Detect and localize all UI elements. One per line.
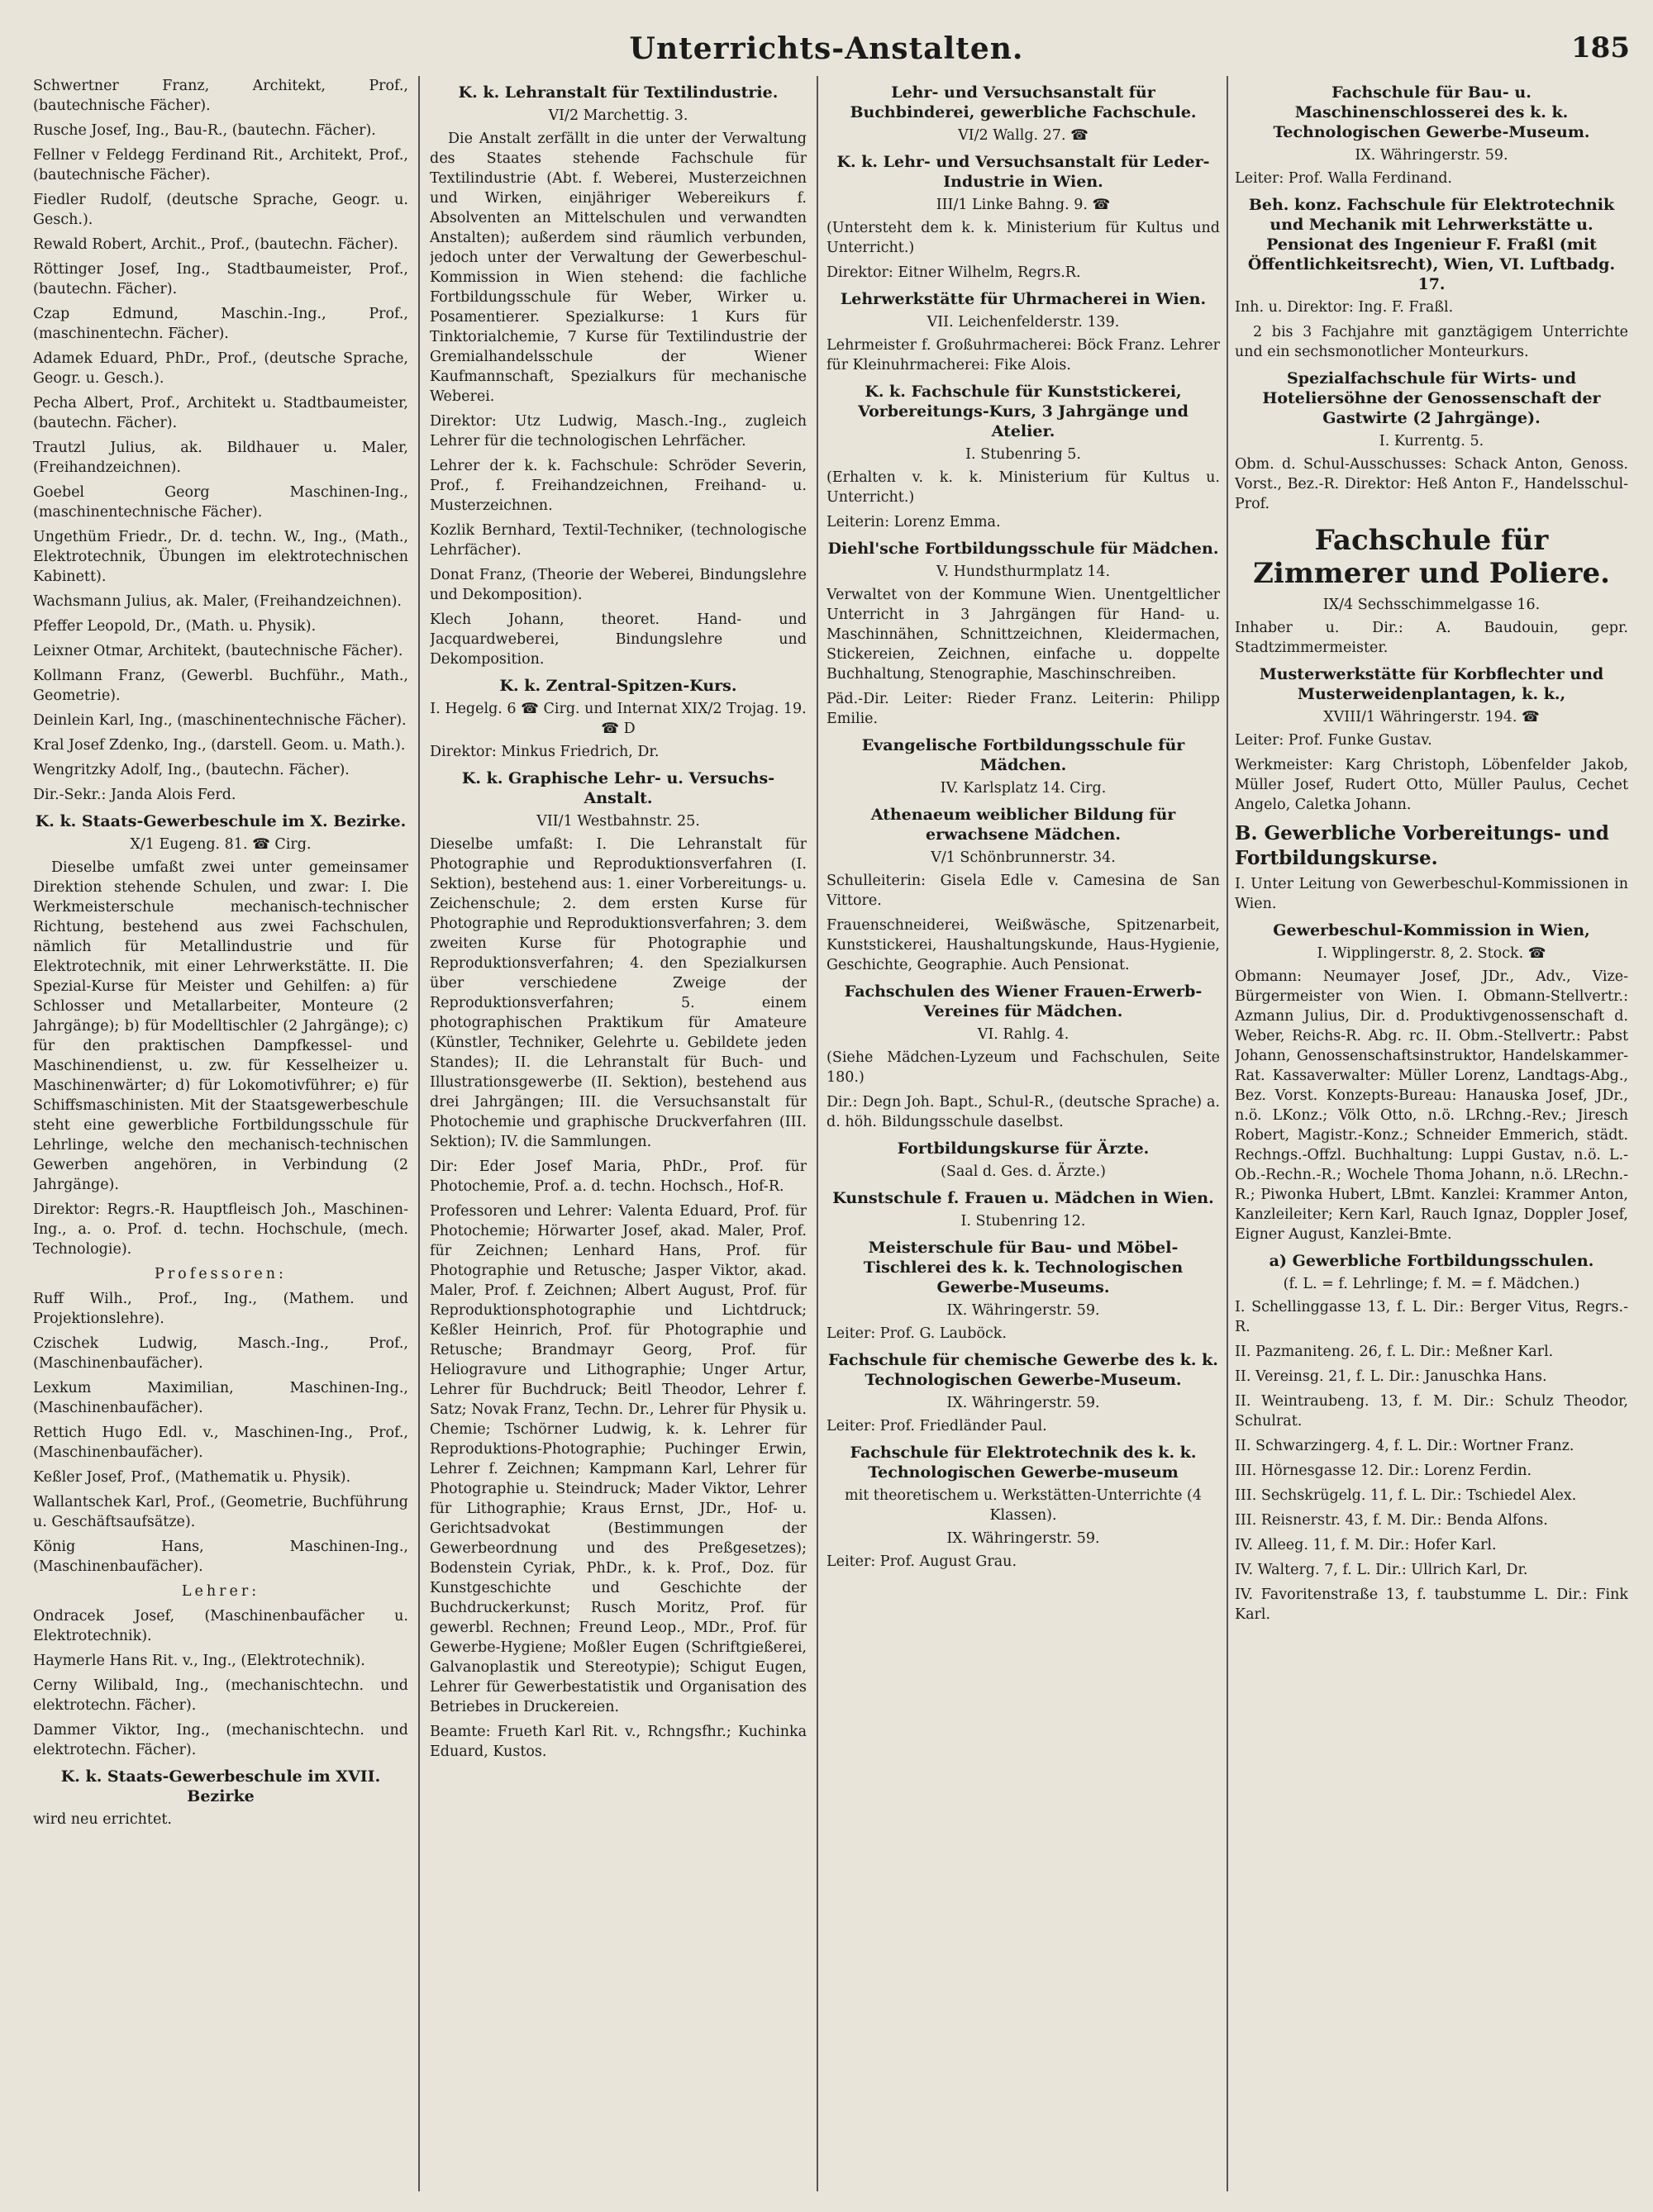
paragraph: 2 bis 3 Fachjahre mit ganztägigem Unterrichte und ein sechsmonotlicher Monteurkurs. <box>1235 324 1628 360</box>
staff-list <box>33 76 408 805</box>
director: Direktor: Eitner Wilhelm, Regrs.R. <box>826 264 1081 281</box>
legend: (f. L. = f. Lehrlinge; f. M. = f. Mädchen.) <box>1283 1276 1580 1292</box>
list-item: Kollmann Franz, (Gewerbl. Buchführ., Math., Geometrie). <box>33 668 408 704</box>
paragraph: Obm. d. Schul-Ausschusses: Schack Anton, Genoss. Vorst., Bez.-R. Direktor: Heß Anton F., Handelsschul-Prof. <box>1235 456 1628 512</box>
column-1 <box>33 76 408 2200</box>
section-heading: K. k. Lehranstalt für Textilindustrie. <box>458 83 779 102</box>
staff-paragraph: Professoren und Lehrer: Valenta Eduard, Prof. für Photochemie; Hörwarter Josef, akad. Maler, Prof. für Zeichnen; Lenhard Hans, Prof. für Photographie und Retusche; Jasper Viktor, akad. Maler, Prof. f. Zeichnen; Albert August, Prof. für Reproduktionsphotographie und Lichtdruck; Keßler Heinrich, Prof. für Photographie und Retusche; Brandmayr Georg, Prof. für Heliogravure und Lithographie; Unger Artur, Lehrer für Buchdruck; Beitl Theodor, Lehrer f. Satz; Novak Franz, Techn. Dr., Lehrer für Physik u. Chemie; Tschörner Ludwig, k. k. Lehrer für Reproduktions-Photographie; Puchinger Erwin, Lehrer f. Zeichnen; Kampmann Karl, Lehrer für Photographie u. Steindruck; Mader Viktor, Lehrer für Lithographie; Kraus Ernst, JDr., Hof- u. Gerichtsadvokat (Bestimmungen der Gewerbeordnung und des Preßgesetzes); Bodenstein Cyriak, PhDr., k. k. Prof., Doz. für Kunstgeschichte und Geschichte der Buchdruckerkunst; Rusch Moritz, Prof. für gewerbl. Rechnen; Freund Leop., MDr., Prof. für Gewerbe-Hygiene; Moßler Eugen (Schriftgießerei, Galvanoplastik und Stereotypie); Schigut Eugen, Lehrer für Gewerbestatistik und Organisation des Betriebes in Druckereien. <box>430 1203 807 1715</box>
list-item: Schwertner Franz, Architekt, Prof., (bautechnische Fächer). <box>33 78 408 114</box>
section-heading: Lehrwerkstätte für Uhrmacherei in Wien. <box>840 290 1207 308</box>
section-heading-medium: B. Gewerbliche Vorbereitungs- und Fortbildungskurse. <box>1235 822 1609 869</box>
list-item: Pecha Albert, Prof., Architekt u. Stadtbaumeister, (bautechn. Fächer). <box>33 395 408 431</box>
list-item: Ungethüm Friedr., Dr. d. techn. W., Ing., (Math., Elektrotechnik, Übungen im elektrotechnischen Kabinett). <box>33 529 408 585</box>
teacher-list <box>430 456 807 669</box>
running-head <box>0 31 1653 73</box>
section-heading: Fachschule für Bau- u. Maschinenschlosserei des k. k. Technologischen Gewerbe-Museum. <box>1273 83 1590 141</box>
list-item: IV. Favoritenstraße 13, f. taubstumme L. Dir.: Fink Karl. <box>1235 1586 1628 1623</box>
list-item: Fellner v Feldegg Ferdinand Rit., Architekt, Prof., (bautechnische Fächer). <box>33 147 408 183</box>
list-item: Trautzl Julius, ak. Bildhauer u. Maler, (Freihandzeichnen). <box>33 440 408 476</box>
director: Inhaber u. Dir.: A. Baudouin, gepr. Stadtzimmermeister. <box>1235 620 1628 656</box>
staff-paragraph: Päd.-Dir. Leiter: Rieder Franz. Leiterin: Philipp Emilie. <box>826 691 1220 727</box>
address: IV. Karlsplatz 14. Cirg. <box>940 780 1107 797</box>
list-item: Dammer Viktor, Ing., (mechanischtechn. und elektrotechn. Fächer). <box>33 1722 408 1758</box>
address: VII. Leichenfelderstr. 139. <box>927 314 1120 331</box>
director: Direktor: Regrs.-R. Hauptfleisch Joh., Maschinen-Ing., a. o. Prof. d. techn. Hochschule, (mech. Technologie). <box>33 1201 408 1258</box>
list-item: Leixner Otmar, Architekt, (bautechnische Fächer). <box>33 643 403 659</box>
section-heading: Athenaeum weiblicher Bildung für erwachsene Mädchen. <box>870 806 1176 844</box>
director: Dir.: Degn Joh. Bapt., Schul-R., (deutsche Sprache) a. d. höh. Bildungsschule daselbst. <box>826 1094 1220 1130</box>
section-heading: K. k. Staats-Gewerbeschule im X. Bezirke. <box>35 812 407 830</box>
list-item: Czap Edmund, Maschin.-Ing., Prof., (maschinentechn. Fächer). <box>33 306 408 342</box>
section-heading: K. k. Fachschule für Kunststickerei, Vorbereitungs-Kurs, 3 Jahrgänge und Atelier. <box>858 383 1189 440</box>
section-heading: Fortbildungskurse für Ärzte. <box>897 1139 1150 1158</box>
section-heading: Kunstschule f. Frauen u. Mädchen in Wien. <box>832 1189 1214 1207</box>
section-heading: Musterwerkstätte für Korbflechter und Musterweidenplantagen, k. k., <box>1259 665 1604 703</box>
section-heading: Evangelische Fortbildungsschule für Mädchen. <box>861 736 1185 774</box>
director: Leiterin: Lorenz Emma. <box>826 514 1001 530</box>
address: I. Stubenring 5. <box>965 446 1081 463</box>
list-item: Wallantschek Karl, Prof., (Geometrie, Buchführung u. Geschäftsaufsätze). <box>33 1494 408 1530</box>
paragraph: Dieselbe umfaßt zwei unter gemeinsamer Direktion stehende Schulen, und zwar: I. Die Werkmeisterschule mechanisch-technischer Richtung, bestehend aus zwei Fachschulen, nämlich für Metallindustrie und für Elektrotechnik, mit einer Lehrwerkstätte. II. Die Spezial-Kurse für Meister und Gehilfen: a) für Schlosser und Metallarbeiter, Monteure (2 Jahrgänge); b) für Modelltischler (2 Jahrgänge); c) für den praktischen Dampfkessel- und Maschinendienst, u. zw. für Kesselheizer u. Maschinenwärter; d) für Lokomotivführer; e) für Schiffsmaschinisten. Mit der Staatsgewerbeschule steht eine gewerbliche Fortbildungsschule für Lehrlinge, welche den mechanisch-technischen Gewerben angehören, in Verbindung (2 Jahrgänge). <box>33 859 408 1193</box>
address: IX. Währingerstr. 59. <box>1355 147 1508 164</box>
list-item: IV. Alleeg. 11, f. M. Dir.: Hofer Karl. <box>1235 1537 1497 1553</box>
column-divider <box>817 76 818 2191</box>
section-heading: Lehr- und Versuchsanstalt für Buchbinderei, gewerbliche Fachschule. <box>850 83 1197 121</box>
staff-paragraph: Werkmeister: Karg Christoph, Löbenfelder Jakob, Müller Josef, Rudert Otto, Müller Paulus, Cechet Angelo, Caletka Johann. <box>1235 757 1628 813</box>
column-divider <box>418 76 420 2191</box>
list-item: Wengritzky Adolf, Ing., (bautechn. Fächer). <box>33 762 350 778</box>
address: III/1 Linke Bahng. 9. ☎ <box>936 197 1111 213</box>
list-item: Goebel Georg Maschinen-Ing., (maschinentechnische Fächer). <box>33 484 408 521</box>
list-item: Klech Johann, theoret. Hand- und Jacquardweberei, Bindungslehre und Dekomposition. <box>430 611 807 668</box>
paragraph: Obmann: Neumayer Josef, JDr., Adv., Vize-Bürgermeister von Wien. I. Obmann-Stellvertr.: Azmann Julius, Dir. d. Produktivgenossenschaft d. Weber, Reichs-R. Abg. rc. II. Obm.-Stellvertr.: Pabst Johann, Genossenschaftsinstruktor, Handelskammer-Rat. Kassaverwalter: Müller Lorenz, Landtags-Abg., Bez. Vorst. Konzepts-Bureau: Hanauska Josef, JDr., n.ö. LKonz.; Völk Otto, n.ö. LRchng.-Rev.; Jiresch Robert, Magistr.-Konz.; Schneider Emmerich, städt. Rechngs.-Offzl. Buchhaltung: Luppi Gustav, n.ö. L.-Ob.-Rechn.-R.; Wochele Thoma Johann, n.ö. LRechn.-R.; Piwonka Hubert, LBmt. Kanzlei: Krammer Anton, Kanzleileiter; Kern Karl, Rauch Ignaz, Doppler Josef, Eigner August, Kanzlei-Bmte. <box>1235 968 1628 1243</box>
director: Direktor: Minkus Friedrich, Dr. <box>430 744 660 760</box>
list-item: Kral Josef Zdenko, Ing., (darstell. Geom. u. Math.). <box>33 737 406 754</box>
section-heading: K. k. Staats-Gewerbeschule im XVII. Bezirke <box>60 1767 381 1805</box>
address: IX/4 Sechsschimmelgasse 16. <box>1322 597 1541 613</box>
director: Leiter: Prof. Walla Ferdinand. <box>1235 170 1452 187</box>
list-item: I. Schellinggasse 13, f. L. Dir.: Berger Vitus, Regrs.-R. <box>1235 1299 1628 1335</box>
list-item: II. Pazmaniteng. 26, f. L. Dir.: Meßner Karl. <box>1235 1344 1554 1360</box>
list-item: Ruff Wilh., Prof., Ing., (Mathem. und Projektionslehre). <box>33 1291 408 1327</box>
address: X/1 Eugeng. 81. ☎ Cirg. <box>130 836 312 853</box>
address: I. Hegelg. 6 ☎ Cirg. und Internat XIX/2 Trojag. 19. ☎ D <box>430 701 807 737</box>
director: Direktor: Utz Ludwig, Masch.-Ing., zugleich Lehrer für die technologischen Lehrfächer. <box>430 413 807 450</box>
director: Inh. u. Direktor: Ing. F. Fraßl. <box>1235 299 1454 316</box>
list-item: Czischek Ludwig, Masch.-Ing., Prof., (Maschinenbaufächer). <box>33 1335 408 1372</box>
director: Leiter: Prof. G. Lauböck. <box>826 1325 1007 1342</box>
professor-list <box>33 1289 408 1577</box>
director: Dir: Eder Josef Maria, PhDr., Prof. für Photochemie, Prof. a. d. techn. Hochsch., Hof-R. <box>430 1158 807 1195</box>
list-item: II. Schwarzingerg. 4, f. L. Dir.: Wortner Franz. <box>1235 1438 1574 1454</box>
address: I. Wipplingerstr. 8, 2. Stock. ☎ <box>1317 945 1546 962</box>
address: IX. Währingerstr. 59. <box>946 1302 1100 1319</box>
column-2 <box>430 76 807 2200</box>
list-item: Deinlein Karl, Ing., (maschinentechnische Fächer). <box>33 712 407 729</box>
section-heading: Gewerbeschul-Kommission in Wien, <box>1273 921 1590 940</box>
list-item: Wachsmann Julius, ak. Maler, (Freihandzeichnen). <box>33 593 402 610</box>
list-item: IV. Walterg. 7, f. L. Dir.: Ullrich Karl, Dr. <box>1235 1562 1528 1578</box>
address: VII/1 Westbahnstr. 25. <box>536 813 700 830</box>
list-item: III. Hörnesgasse 12. Dir.: Lorenz Ferdin. <box>1235 1463 1532 1479</box>
officials: Beamte: Frueth Karl Rit. v., Rchngsfhr.; Kuchinka Eduard, Kustos. <box>430 1724 807 1760</box>
list-item: Rusche Josef, Ing., Bau-R., (bautechn. Fächer). <box>33 122 376 139</box>
section-heading: K. k. Lehr- und Versuchsanstalt für Leder-Industrie in Wien. <box>836 153 1210 191</box>
section-heading: Fachschule für chemische Gewerbe des k. k. Technologischen Gewerbe-Museum. <box>828 1351 1218 1389</box>
section-heading: Beh. konz. Fachschule für Elektrotechnik und Mechanik mit Lehrwerkstätte u. Pensionat des Ingenieur F. Fraßl (mit Öffentlichkeitsrecht), Wien, VI. Luftbadg. 17. <box>1247 196 1616 293</box>
address: VI/2 Marchettig. 3. <box>548 107 688 124</box>
section-heading: Diehl'sche Fortbildungsschule für Mädchen. <box>827 540 1219 558</box>
section-heading: K. k. Zentral-Spitzen-Kurs. <box>499 677 737 695</box>
list-item: II. Weintraubeng. 13, f. M. Dir.: Schulz Theodor, Schulrat. <box>1235 1393 1628 1429</box>
list-item: Lehrer der k. k. Fachschule: Schröder Severin, Prof., f. Freihandzeichnen, Freihand- u. Musterzeichnen. <box>430 458 807 514</box>
list-item: Dir.-Sekr.: Janda Alois Ferd. <box>33 787 236 803</box>
note: (Erhalten v. k. k. Ministerium für Kultus u. Unterricht.) <box>826 469 1220 506</box>
address: I. Stubenring 12. <box>960 1213 1086 1230</box>
list-item: Fiedler Rudolf, (deutsche Sprache, Geogr. u. Gesch.). <box>33 192 408 228</box>
list-item: Keßler Josef, Prof., (Mathematik u. Physik). <box>33 1469 351 1486</box>
teacher-list <box>33 1606 408 1760</box>
director: Leiter: Prof. Friedländer Paul. <box>826 1418 1047 1434</box>
note: (Siehe Mädchen-Lyzeum und Fachschulen, Seite 180.) <box>826 1049 1220 1086</box>
subheading: Lehrer: <box>181 1583 260 1600</box>
list-item: Pfeffer Leopold, Dr., (Math. u. Physik). <box>33 618 317 635</box>
address: VI/2 Wallg. 27. ☎ <box>958 127 1089 144</box>
address: I. Kurrentg. 5. <box>1379 433 1484 450</box>
list-item: Donat Franz, (Theorie der Weberei, Bindungslehre und Dekomposition). <box>430 567 807 603</box>
section-heading: Meisterschule für Bau- und Möbel-Tischlerei des k. k. Technologischen Gewerbe-Museums. <box>863 1239 1184 1296</box>
note: mit theoretischem u. Werkstätten-Unterrichte (4 Klassen). <box>845 1487 1202 1524</box>
paragraph: Frauenschneiderei, Weißwäsche, Spitzenarbeit, Kunststickerei, Haushaltungskunde, Haus-Hygienie, Geschichte, Geographie. Auch Pensionat. <box>826 917 1220 973</box>
column-4 <box>1235 76 1628 2200</box>
section-heading-large: Fachschule für Zimmerer und Poliere. <box>1253 524 1610 590</box>
address: IX. Währingerstr. 59. <box>946 1395 1100 1411</box>
director: Schulleiterin: Gisela Edle v. Camesina de San Vittore. <box>826 873 1220 909</box>
section-heading: Spezialfachschule für Wirts- und Hoteliersöhne der Genossenschaft der Gastwirte (2 Jahrgänge). <box>1262 369 1601 427</box>
list-item: Adamek Eduard, PhDr., Prof., (deutsche Sprache, Geogr. u. Gesch.). <box>33 350 408 387</box>
section-heading: a) Gewerbliche Fortbildungsschulen. <box>1269 1252 1594 1270</box>
subheading: Professoren: <box>155 1266 287 1282</box>
list-item: III. Reisnerstr. 43, f. M. Dir.: Benda Alfons. <box>1235 1512 1548 1529</box>
list-item: Rettich Hugo Edl. v., Maschinen-Ing., Prof., (Maschinenbaufächer). <box>33 1425 408 1461</box>
paragraph: Dieselbe umfaßt: I. Die Lehranstalt für Photographie und Reproduktionsverfahren (I. Sektion), bestehend aus: 1. einer Vorbereitungs- u. Zeichenschule; 2. dem ersten Kurse für Photographie und Reproduktionsverfahren; 3. dem zweiten Kurse für Photographie und Reproduktionsverfahren; 4. den Spezialkursen über verschiedene Zweige der Reproduktionsverfahren; 5. einem photographischen Praktikum für Amateure (Künstler, Techniker, Gelehrte u. Gebildete jeden Standes); II. die Lehranstalt für Buch- und Illustrationsgewerbe (II. Sektion), bestehend aus drei Jahrgängen; III. die Versuchsanstalt für Photochemie und graphische Druckverfahren (III. Sektion); IV. die Sammlungen. <box>430 836 807 1150</box>
list-item: Cerny Wilibald, Ing., (mechanischtechn. und elektrotechn. Fächer). <box>33 1677 408 1714</box>
page-title: Unterrichts-Anstalten. <box>629 31 1024 66</box>
staff-paragraph: Lehrmeister f. Großuhrmacherei: Böck Franz. Lehrer für Kleinuhrmacherei: Fike Alois. <box>826 337 1220 373</box>
list-item: Röttinger Josef, Ing., Stadtbaumeister, Prof., (bautechn. Fächer). <box>33 261 408 297</box>
paragraph: Die Anstalt zerfällt in die unter der Verwaltung des Staates stehende Fachschule für Textilindustrie (Abt. f. Weberei, Musterzeichnen und Wirken, einjähriger Webereikurs f. Absolventen an Mittelschulen und verwandten Anstalten); außerdem sind räumlich verbunden, jedoch unter der Verwaltung der Gewerbeschul-Kommission in Wien stehend: die fachliche Fortbildungsschule für Weber, Wirker u. Posamentierer. Spezialkurse: 1 Kurs für Tinktorialchemie, 7 Kurse für Textilindustrie der Gremialhandelsschule der Wiener Kaufmannschaft, Spezialkurs für mechanische Weberei. <box>430 131 807 405</box>
note: (Saal d. Ges. d. Ärzte.) <box>941 1163 1106 1180</box>
note: wird neu errichtet. <box>33 1811 172 1828</box>
section-heading: K. k. Graphische Lehr- u. Versuchs-Anstalt. <box>461 769 775 807</box>
address: IX. Währingerstr. 59. <box>946 1530 1100 1547</box>
section-heading: Fachschulen des Wiener Frauen-Erwerb-Vereines für Mädchen. <box>844 982 1203 1020</box>
list-item: III. Sechskrügelg. 11, f. L. Dir.: Tschiedel Alex. <box>1235 1487 1577 1504</box>
list-item: König Hans, Maschinen-Ing., (Maschinenbaufächer). <box>33 1539 408 1575</box>
note: (Untersteht dem k. k. Ministerium für Kultus und Unterricht.) <box>826 220 1220 256</box>
list-item: Lexkum Maximilian, Maschinen-Ing., (Maschinenbaufächer). <box>33 1380 408 1416</box>
section-heading: Fachschule für Elektrotechnik des k. k. Technologischen Gewerbe-museum <box>850 1444 1197 1482</box>
address: VI. Rahlg. 4. <box>977 1026 1069 1043</box>
address: V. Hundsthurmplatz 14. <box>936 564 1111 580</box>
director: Leiter: Prof. Funke Gustav. <box>1235 732 1432 749</box>
paragraph: Verwaltet von der Kommune Wien. Unentgeltlicher Unterricht in 3 Jahrgängen für Hand- u. Maschinnähen, Schnittzeichnen, Kleidermachen, Stickereien, Zeichnen, einfache u. doppelte Buchhaltung, Stenographie, Maschinschreiben. <box>826 587 1220 683</box>
list-item: II. Vereinsg. 21, f. L. Dir.: Januschka Hans. <box>1235 1368 1547 1385</box>
address: V/1 Schönbrunnerstr. 34. <box>931 849 1116 866</box>
address: XVIII/1 Währingerstr. 194. ☎ <box>1323 709 1540 725</box>
page-number: 185 <box>1571 31 1630 64</box>
list-item: Rewald Robert, Archit., Prof., (bautechn. Fächer). <box>33 236 398 253</box>
column-3 <box>826 76 1220 2200</box>
list-item: Kozlik Bernhard, Textil-Techniker, (technologische Lehrfächer). <box>430 522 807 559</box>
school-list <box>1235 1297 1628 1625</box>
list-item: Haymerle Hans Rit. v., Ing., (Elektrotechnik). <box>33 1653 365 1669</box>
director: Leiter: Prof. August Grau. <box>826 1553 1017 1570</box>
subheading: I. Unter Leitung von Gewerbeschul-Kommissionen in Wien. <box>1235 876 1628 912</box>
list-item: Ondracek Josef, (Maschinenbaufächer u. Elektrotechnik). <box>33 1608 408 1644</box>
column-divider <box>1227 76 1228 2191</box>
